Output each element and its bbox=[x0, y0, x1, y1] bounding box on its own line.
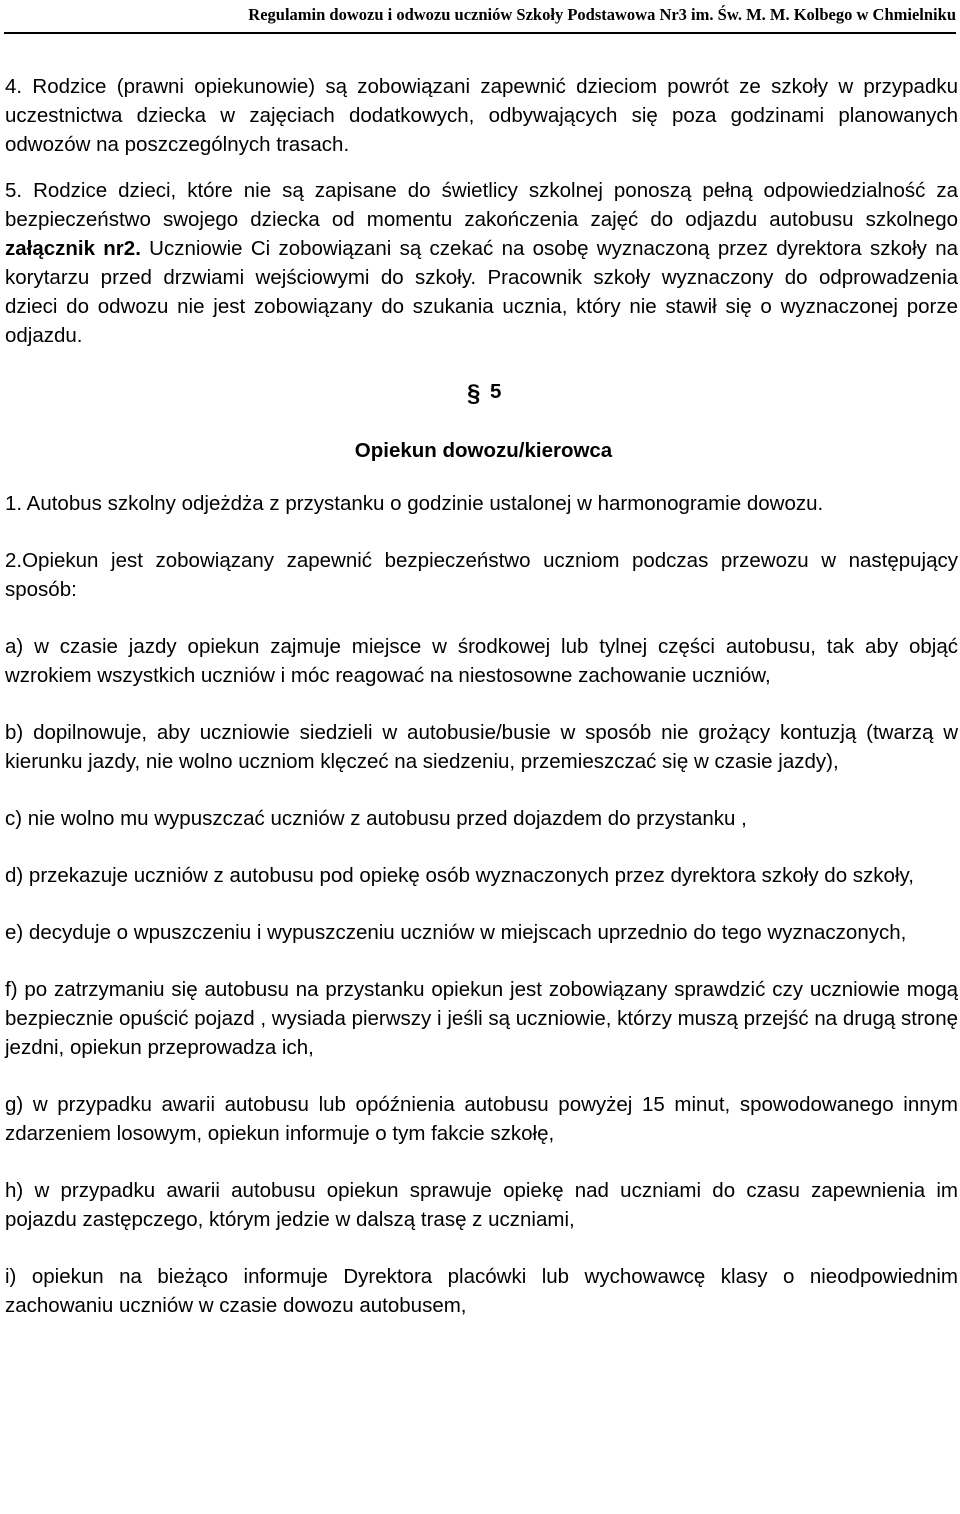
item-c: c) nie wolno mu wypuszczać uczniów z autobusu przed dojazdem do przystanku , bbox=[5, 807, 747, 830]
item-e: e) decyduje o wpuszczeniu i wypuszczeniu uczniów w miejscach uprzednio do tego wyznaczonych, bbox=[5, 921, 907, 944]
paragraph-4: 4. Rodzice (prawni opiekunowie) są zobowiązani zapewnić dzieciom powrót ze szkoły w przypadku uczestnictwa dziecka w zajęciach dodatkowych, odbywających się poza godzinami planowanych odwozów na poszczególnych trasach. bbox=[5, 75, 958, 156]
document-body bbox=[5, 72, 958, 1320]
section-number bbox=[5, 372, 958, 412]
item-a: a) w czasie jazdy opiekun zajmuje miejsce w środkowej lub tylnej części autobusu, tak aby objąć wzrokiem wszystkich uczniów i móc reagować na niestosowne zachowanie uczniów, bbox=[5, 635, 958, 687]
section-heading: Opiekun dowozu/kierowca bbox=[354, 439, 613, 462]
item-f: f) po zatrzymaniu się autobusu na przystanku opiekun jest zobowiązany sprawdzić czy uczniowie mogą bezpiecznie opuścić pojazd , wysiada pierwszy i jeśli są uczniowie, którzy muszą przejść na drugą stronę jezdni, opiekun przeprowadza ich, bbox=[5, 978, 958, 1059]
item-b: b) dopilnowuje, aby uczniowie siedzieli w autobusie/busie w sposób nie grożący kontuzją (twarzą w kierunku jazdy, nie wolno uczniom klęczeć na siedzeniu, przemieszczać się w czasie jazdy), bbox=[5, 721, 958, 773]
item-d: d) przekazuje uczniów z autobusu pod opiekę osób wyznaczonych przez dyrektora szkoły do szkoły, bbox=[5, 864, 914, 887]
item-g: g) w przypadku awarii autobusu lub opóźnienia autobusu powyżej 15 minut, spowodowanego innym zdarzeniem losowym, opiekun informuje o tym fakcie szkołę, bbox=[5, 1093, 958, 1145]
document-header: Regulamin dowozu i odwozu uczniów Szkoły Podstawowa Nr3 im. Św. M. M. Kolbego w Chmielniku bbox=[248, 5, 956, 24]
attachment-reference: załącznik nr2. bbox=[5, 237, 141, 260]
section-sign: § bbox=[467, 380, 481, 407]
item-h: h) w przypadku awarii autobusu opiekun sprawuje opiekę nad uczniami do czasu zapewnienia im pojazdu zastępczego, którym jedzie w dalszą trasę z uczniami, bbox=[5, 1179, 958, 1231]
section-number-value: 5 bbox=[490, 380, 502, 403]
paragraph-5-text-b: Uczniowie Ci zobowiązani są czekać na osobę wyznaczoną przez dyrektora szkoły na korytarzu przed drzwiami wejściowymi do szkoły. Pracownik szkoły wyznaczony do odprowadzenia dzieci do odwozu nie jest zobowiązany do szukania ucznia, który nie stawił się o wyznaczonej porze odjazdu. bbox=[5, 237, 958, 347]
paragraph-5 bbox=[5, 176, 958, 350]
paragraph-5-text-a: 5. Rodzice dzieci, które nie są zapisane do świetlicy szkolnej ponoszą pełną odpowiedzialność za bezpieczeństwo swojego dziecka od momentu zakończenia zajęć do odjazdu autobusu szkolnego bbox=[5, 179, 958, 231]
item-i: i) opiekun na bieżąco informuje Dyrektora placówki lub wychowawcę klasy o nieodpowiednim zachowaniu uczniów w czasie dowozu autobusem, bbox=[5, 1265, 958, 1317]
item-1: 1. Autobus szkolny odjeżdża z przystanku o godzinie ustalonej w harmonogramie dowozu. bbox=[5, 492, 824, 515]
header-rule bbox=[4, 32, 956, 34]
item-2: 2.Opiekun jest zobowiązany zapewnić bezpieczeństwo uczniom podczas przewozu w następujący sposób: bbox=[5, 549, 958, 601]
